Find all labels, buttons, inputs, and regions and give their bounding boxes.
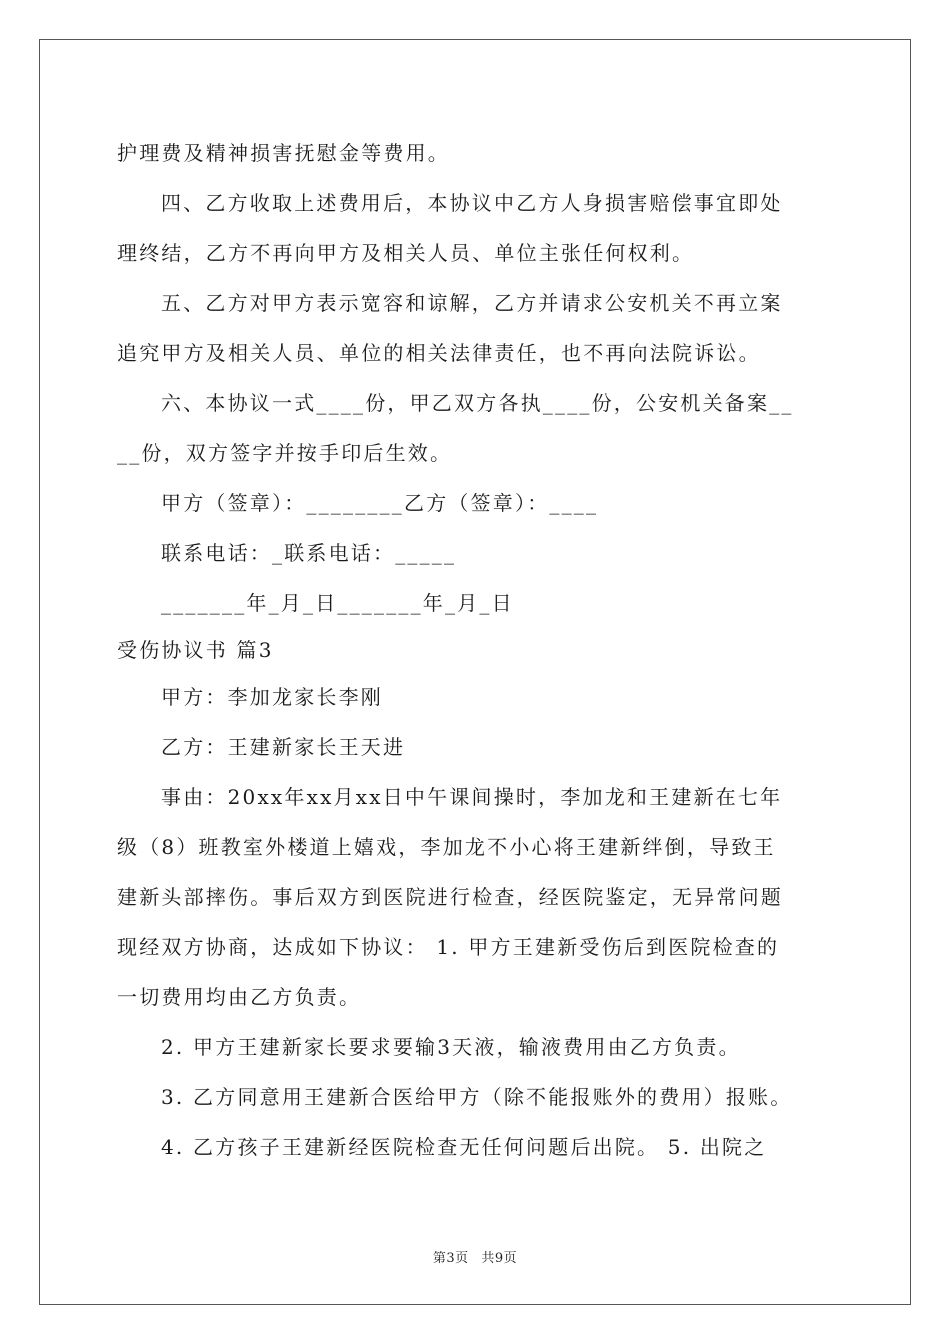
page-footer bbox=[0, 1247, 950, 1266]
text-line: 级（8）班教室外楼道上嬉戏，李加龙不小心将王建新绊倒，导致王 bbox=[117, 835, 776, 859]
text-line: 建新头部摔伤。事后双方到医院进行检查，经医院鉴定，无异常问题 bbox=[117, 885, 783, 909]
section-heading: 受伤协议书 篇3 bbox=[117, 638, 274, 662]
text-line: 一切费用均由乙方负责。 bbox=[117, 985, 362, 1009]
text-line: __份，双方签字并按手印后生效。 bbox=[117, 441, 453, 465]
phone-line: 联系电话：_联系电话：_____ bbox=[161, 541, 457, 565]
clause-six-line: 六、本协议一式____份，甲乙双方各执____份，公安机关备案__ bbox=[161, 391, 794, 415]
clause-five-line: 五、乙方对甲方表示宽容和谅解，乙方并请求公安机关不再立案 bbox=[161, 291, 783, 315]
item-four-line: 4. 乙方孩子王建新经医院检查无任何问题后出院。 5. 出院之 bbox=[161, 1135, 767, 1159]
incident-line: 事由：20xx年xx月xx日中午课间操时，李加龙和王建新在七年 bbox=[161, 785, 783, 809]
text-line: 理终结，乙方不再向甲方及相关人员、单位主张任何权利。 bbox=[117, 241, 695, 265]
item-two-line: 2. 甲方王建新家长要求要输3天液，输液费用由乙方负责。 bbox=[161, 1035, 741, 1059]
text-line: 现经双方协商，达成如下协议： 1. 甲方王建新受伤后到医院检查的 bbox=[117, 935, 780, 959]
clause-four-line: 四、乙方收取上述费用后，本协议中乙方人身损害赔偿事宜即处 bbox=[161, 191, 783, 215]
text-line: 护理费及精神损害抚慰金等费用。 bbox=[117, 141, 450, 165]
page-total: 共9页 bbox=[481, 1251, 518, 1266]
document-body bbox=[117, 128, 833, 1172]
party-a-line: 甲方：李加龙家长李刚 bbox=[161, 685, 383, 709]
page-number: 第3页 bbox=[432, 1251, 469, 1266]
signature-line: 甲方（签章）：________乙方（签章）：____ bbox=[161, 491, 599, 515]
party-b-line: 乙方：王建新家长王天进 bbox=[161, 735, 406, 759]
item-three-line: 3. 乙方同意用王建新合医给甲方（除不能报账外的费用）报账。 bbox=[161, 1085, 793, 1109]
text-line: 追究甲方及相关人员、单位的相关法律责任，也不再向法院诉讼。 bbox=[117, 341, 761, 365]
date-line: _______年_月_日_______年_月_日 bbox=[161, 591, 514, 615]
